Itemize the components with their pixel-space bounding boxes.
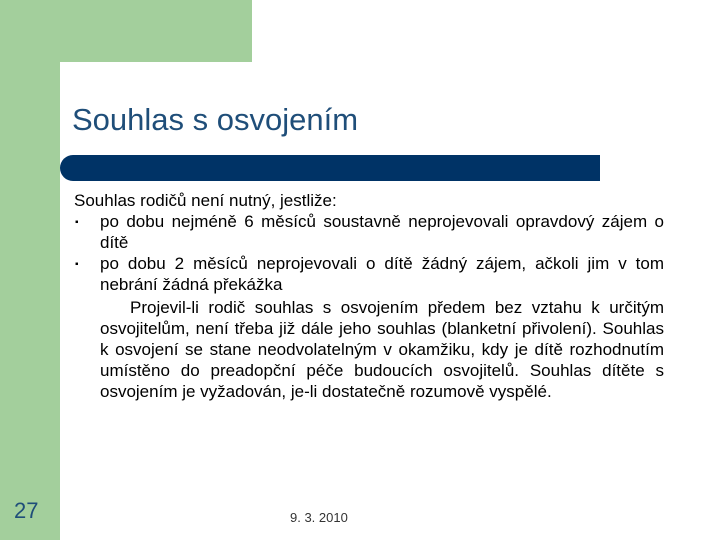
intro-text: Souhlas rodičů není nutný, jestliže: [74,191,337,210]
bullet-list [74,211,664,295]
bullet-item [74,211,664,253]
square-bullet-icon: ▪ [75,217,79,228]
slide-content [74,190,664,402]
bullet-text: po dobu 2 měsíců neprojevovali o dítě žádný zájem, ačkoli jim v tom nebrání žádná překážka [100,254,664,294]
title-underline-bar [60,155,600,181]
footer-date: 9. 3. 2010 [290,510,348,525]
bullet-item [74,253,664,295]
body-paragraph: Projevil-li rodič souhlas s osvojením předem bez vztahu k určitým osvojitelům, není třeba již dále jeho souhlas (blanketní přivolení). Souhlas k osvojení se stane neodvolatelným v okamžiku, kdy je dítě rozhodnutím umístěno do preadopční péče budoucích osvojitelů. Souhlas dítěte s osvojením je vyžadován, je-li dostatečně rozumově vyspělé. [100,298,664,401]
slide-title: Souhlas s osvojením [72,102,359,137]
slide-number: 27 [14,498,39,523]
square-bullet-icon: ▪ [75,259,79,270]
decorative-left-band [0,0,60,540]
bullet-text: po dobu nejméně 6 měsíců soustavně neprojevovali opravdový zájem o dítě [100,212,664,252]
decorative-top-band [60,0,252,62]
